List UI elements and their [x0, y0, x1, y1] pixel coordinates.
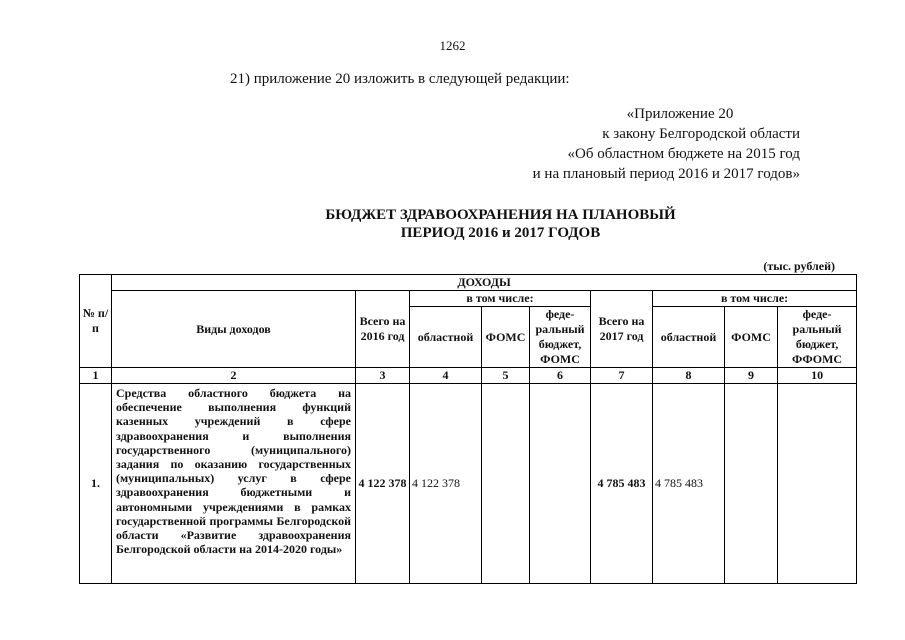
intro-text: 21) приложение 20 изложить в следующей редакции: — [230, 71, 570, 87]
row-foms-2016 — [482, 384, 530, 584]
row-foms-2017 — [725, 384, 778, 584]
col-number: 4 — [410, 368, 482, 384]
units-note: (тыс. рублей) — [763, 259, 835, 273]
table-row — [80, 384, 857, 584]
row-federal-2016 — [530, 384, 591, 584]
header-incl-2016: в том числе: — [410, 291, 591, 307]
row-num: 1. — [80, 384, 112, 584]
col-number: 10 — [778, 368, 857, 384]
header-federal-2017: феде-ральный бюджет, ФФОМС — [778, 307, 857, 368]
title-line: БЮДЖЕТ ЗДРАВООХРАНЕНИЯ НА ПЛАНОВЫЙ — [325, 207, 676, 223]
document-title — [0, 206, 905, 242]
row-regional-2017: 4 785 483 — [653, 384, 725, 584]
header-kind: Виды доходов — [112, 291, 356, 368]
row-regional-2016: 4 122 378 — [410, 384, 482, 584]
col-number: 8 — [653, 368, 725, 384]
appendix-line: «Приложение 20 — [626, 106, 734, 122]
row-description: Средства областного бюджета на обеспечение выполнения функций казенных учреждений в сфере здравоохранения и выполнения государственного (муниципального) задания по оказанию государственных (муниципальных) услуг в сфере здравоохранения бюджетными и автономными учреждениями в рамках государственной программы Белгородской области «Развитие здравоохранения Белгородской области на 2014-2020 годы» — [112, 384, 356, 584]
header-incl-2017: в том числе: — [653, 291, 857, 307]
row-federal-2017 — [778, 384, 857, 584]
col-number: 7 — [591, 368, 653, 384]
col-number: 1 — [80, 368, 112, 384]
column-number-row — [80, 368, 857, 384]
header-foms-2017: ФОМС — [725, 307, 778, 368]
col-number: 5 — [482, 368, 530, 384]
header-total-2016: Всего на 2016 год — [356, 291, 410, 368]
appendix-line: «Об областном бюджете на 2015 год — [567, 146, 800, 162]
appendix-line: и на плановый период 2016 и 2017 годов» — [532, 166, 800, 182]
page-number: 1262 — [439, 38, 466, 53]
header-foms-2016: ФОМС — [482, 307, 530, 368]
header-total-2017: Всего на 2017 год — [591, 291, 653, 368]
header-num: № п/п — [80, 275, 112, 368]
budget-table — [79, 274, 857, 584]
col-number: 6 — [530, 368, 591, 384]
row-total-2016: 4 122 378 — [356, 384, 410, 584]
header-regional-2017: областной — [653, 307, 725, 368]
appendix-line: к закону Белгородской области — [602, 126, 800, 142]
header-regional-2016: областной — [410, 307, 482, 368]
col-number: 9 — [725, 368, 778, 384]
title-line: ПЕРИОД 2016 и 2017 ГОДОВ — [400, 225, 601, 241]
appendix-reference — [520, 104, 800, 184]
col-number: 2 — [112, 368, 356, 384]
header-federal-2016: феде-ральный бюджет, ФОМС — [530, 307, 591, 368]
header-income: ДОХОДЫ — [112, 275, 857, 291]
col-number: 3 — [356, 368, 410, 384]
row-total-2017: 4 785 483 — [591, 384, 653, 584]
